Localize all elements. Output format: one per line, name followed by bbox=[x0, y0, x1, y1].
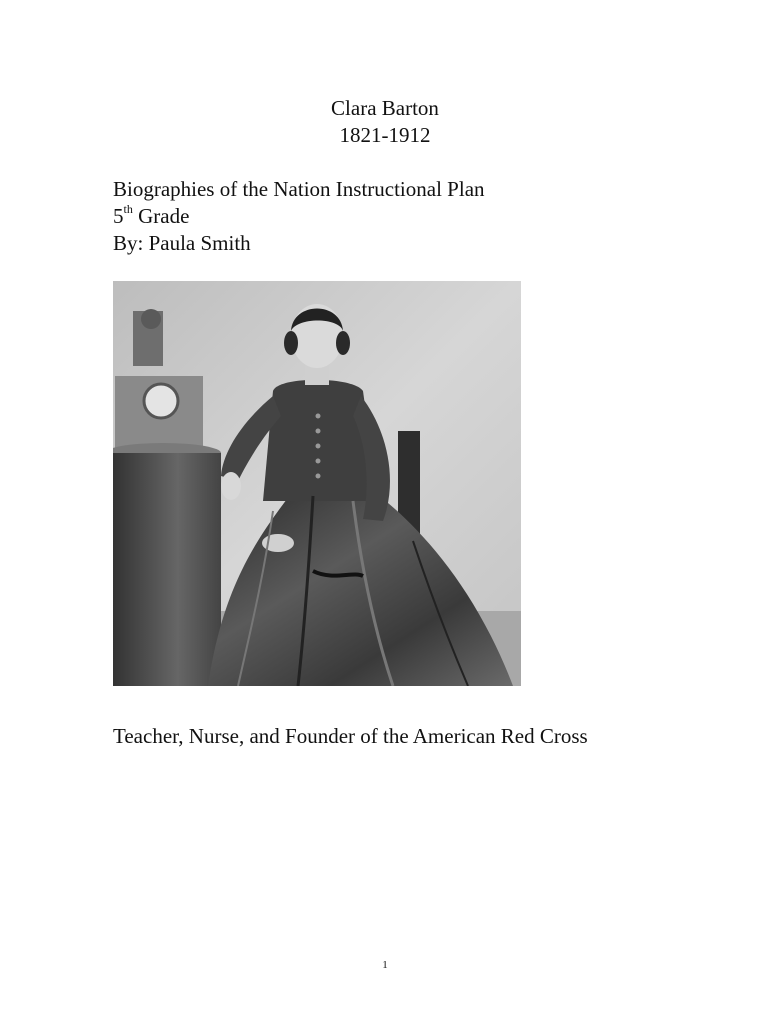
plan-title: Biographies of the Nation Instructional Plan bbox=[113, 177, 485, 201]
author-line: By: Paula Smith bbox=[113, 231, 251, 255]
grade-label: Grade bbox=[138, 204, 190, 228]
page-number: 1 bbox=[382, 959, 388, 971]
tagline: Teacher, Nurse, and Founder of the American Red Cross bbox=[113, 724, 588, 748]
subject-name: Clara Barton bbox=[331, 96, 439, 120]
title-block bbox=[0, 95, 770, 149]
life-years: 1821-1912 bbox=[339, 123, 431, 147]
portrait-photo-grayscale-icon bbox=[113, 281, 521, 686]
portrait-photo bbox=[113, 281, 521, 686]
grade-number: 5 bbox=[113, 204, 124, 228]
grade-line bbox=[113, 203, 485, 230]
meta-block bbox=[113, 176, 485, 257]
grade-suffix: th bbox=[123, 202, 133, 216]
